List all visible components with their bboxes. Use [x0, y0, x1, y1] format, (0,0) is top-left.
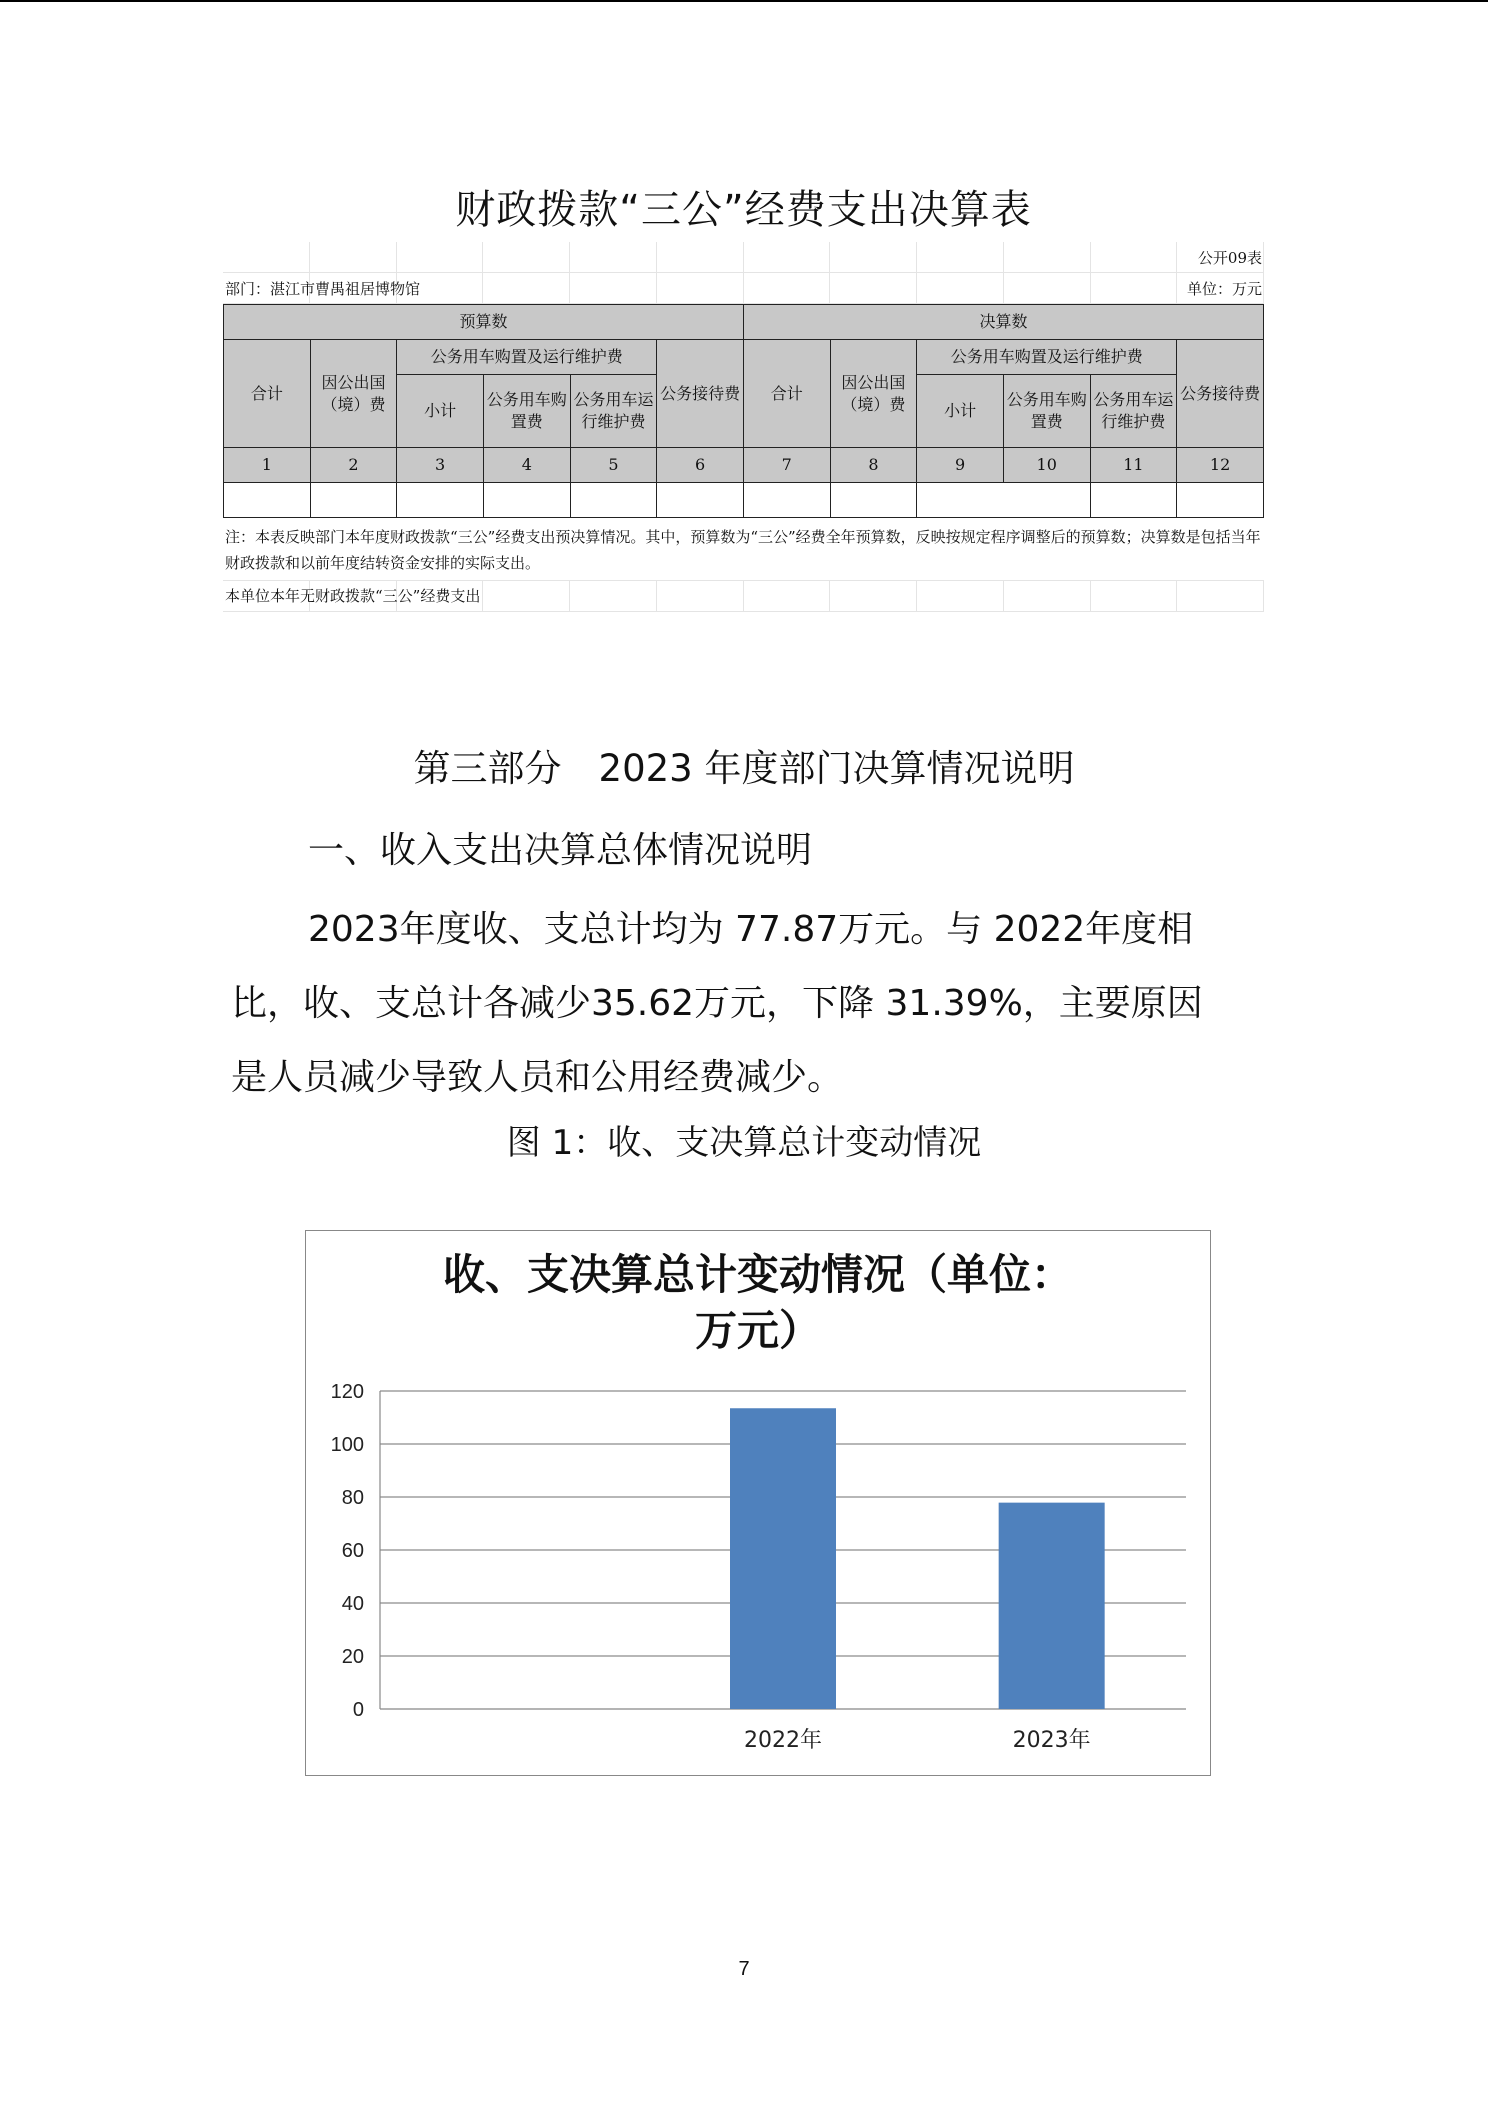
data-cell [397, 483, 484, 518]
header-total-budget: 合计 [224, 340, 311, 448]
col-number: 11 [1090, 448, 1177, 483]
section-title: 第三部分 2023 年度部门决算情况说明 [413, 747, 1075, 790]
header-vehicle-group-budget: 公务用车购置及运行维护费 [397, 340, 657, 375]
x-tick-label: 2023年 [1012, 1728, 1091, 1753]
col-number: 9 [917, 448, 1004, 483]
data-cell [830, 483, 917, 518]
form-code-row [223, 242, 1264, 273]
unit-label: 单位：万元 [1186, 280, 1262, 298]
data-cell [224, 483, 311, 518]
col-number: 8 [830, 448, 917, 483]
department-row [223, 273, 1264, 304]
x-tick-label: 2022年 [744, 1728, 822, 1753]
chart-plot [306, 1231, 1210, 1775]
y-tick-label: 60 [341, 1540, 364, 1562]
page-number: 7 [738, 1958, 750, 1980]
header-abroad-final: 因公出国（境）费 [830, 340, 917, 448]
summary-paragraph: 2023年度收、支总计均为 77.87万元。与 2022年度相比，收、支总计各减少35.62万元，下降 31.39%，主要原因是人员减少导致人员和公用经费减少。 [231, 909, 1203, 1098]
col-number: 12 [1177, 448, 1264, 483]
table-title: 财政拨款“三公”经费支出决算表 [455, 187, 1032, 233]
header-vehicle-maint-final: 公务用车运行维护费 [1090, 375, 1177, 448]
y-tick-label: 100 [330, 1434, 364, 1456]
department-name: 部门：湛江市曹禺祖居博物馆 [225, 280, 421, 298]
col-number: 4 [483, 448, 570, 483]
header-vehicle-group-final: 公务用车购置及运行维护费 [917, 340, 1177, 375]
data-cell [483, 483, 570, 518]
data-cell [917, 483, 1090, 518]
header-vehicle-purchase-budget: 公务用车购置费 [483, 375, 570, 448]
data-cell [743, 483, 830, 518]
page-top-border [0, 0, 1488, 2]
chart-title-line1: 收、支决算总计变动情况（单位： [442, 1250, 1073, 1299]
col-number: 5 [570, 448, 657, 483]
y-tick-label: 40 [341, 1593, 364, 1615]
section-heading: 一、收入支出决算总体情况说明 [308, 830, 813, 871]
header-subtotal-final: 小计 [917, 375, 1004, 448]
y-tick-label: 20 [341, 1646, 364, 1668]
header-reception-final: 公务接待费 [1177, 340, 1264, 448]
data-row-empty [224, 483, 1264, 518]
data-cell [310, 483, 397, 518]
header-total-final: 合计 [743, 340, 830, 448]
y-tick-label: 120 [330, 1381, 364, 1403]
header-abroad-budget: 因公出国（境）费 [310, 340, 397, 448]
y-tick-label: 0 [352, 1699, 364, 1721]
bar [730, 1408, 836, 1709]
fiscal-table-section [223, 178, 1264, 612]
header-budget: 预算数 [224, 305, 744, 340]
bar-chart [305, 1230, 1211, 1776]
form-code: 公开09表 [1197, 249, 1262, 267]
col-number: 6 [657, 448, 744, 483]
table-note: 注：本表反映部门本年度财政拨款“三公”经费支出预决算情况。其中，预算数为“三公”经费全年预算数，反映按规定程序调整后的预算数；决算数是包括当年财政拨款和以前年度结转资金安排的实际支出。 [223, 518, 1264, 581]
col-number: 1 [224, 448, 311, 483]
col-number: 2 [310, 448, 397, 483]
header-vehicle-maint-budget: 公务用车运行维护费 [570, 375, 657, 448]
chart-title-line2: 万元） [694, 1306, 821, 1355]
header-vehicle-purchase-final: 公务用车购置费 [1003, 375, 1090, 448]
header-reception-budget: 公务接待费 [657, 340, 744, 448]
bar [999, 1503, 1105, 1709]
data-cell [1090, 483, 1177, 518]
figure-caption: 图 1：收、支决算总计变动情况 [506, 1123, 982, 1163]
column-number-row [224, 448, 1264, 483]
data-cell [570, 483, 657, 518]
y-tick-label: 80 [341, 1487, 364, 1509]
header-final: 决算数 [743, 305, 1263, 340]
data-cell [657, 483, 744, 518]
three-public-expenses-table [223, 304, 1264, 518]
table-footnote [223, 581, 1264, 612]
data-cell [1177, 483, 1264, 518]
col-number: 7 [743, 448, 830, 483]
footnote-text: 本单位本年无财政拨款“三公”经费支出 [225, 587, 481, 605]
col-number: 3 [397, 448, 484, 483]
col-number: 10 [1003, 448, 1090, 483]
header-subtotal-budget: 小计 [397, 375, 484, 448]
